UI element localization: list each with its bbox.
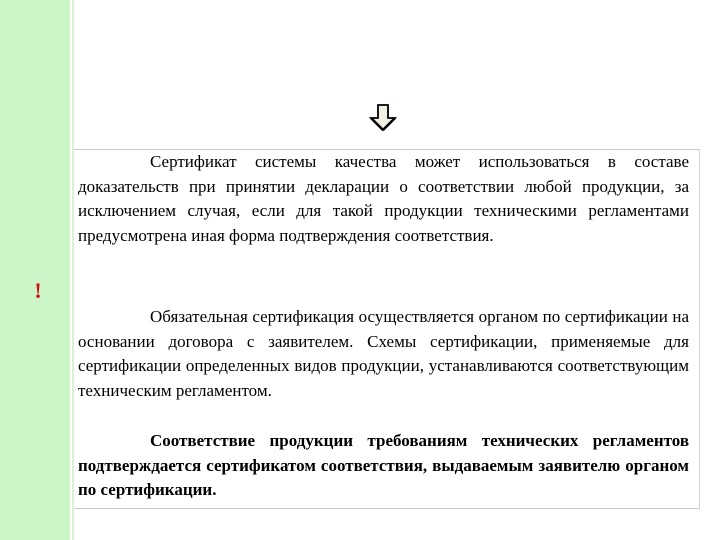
text-content-box	[74, 149, 700, 509]
sidebar-panel	[0, 0, 70, 540]
paragraph-mandatory-certification: Обязательная сертификация осуществляется органом по сертификации на основании договора с заявителем. Схемы сертификации, применяемые для сертификации определенных видов продукции, устанавливаются соответствующим техническим регламентом.	[78, 307, 689, 400]
down-arrow-icon	[369, 104, 397, 132]
paragraph-quality-certificate: Сертификат системы качества может использоваться в составе доказательств при принятии декларации о соответствии любой продукции, за исключением случая, если для такой продукции техническими регламентами предусмотрена иная форма подтверждения соответствия.	[78, 152, 689, 245]
paragraph-conformity-confirmation: Соответствие продукции требованиям технических регламентов подтверждается сертификатом соответствия, выдаваемым заявителю органом по сертификации.	[78, 431, 689, 499]
exclamation-icon: !	[34, 278, 42, 303]
